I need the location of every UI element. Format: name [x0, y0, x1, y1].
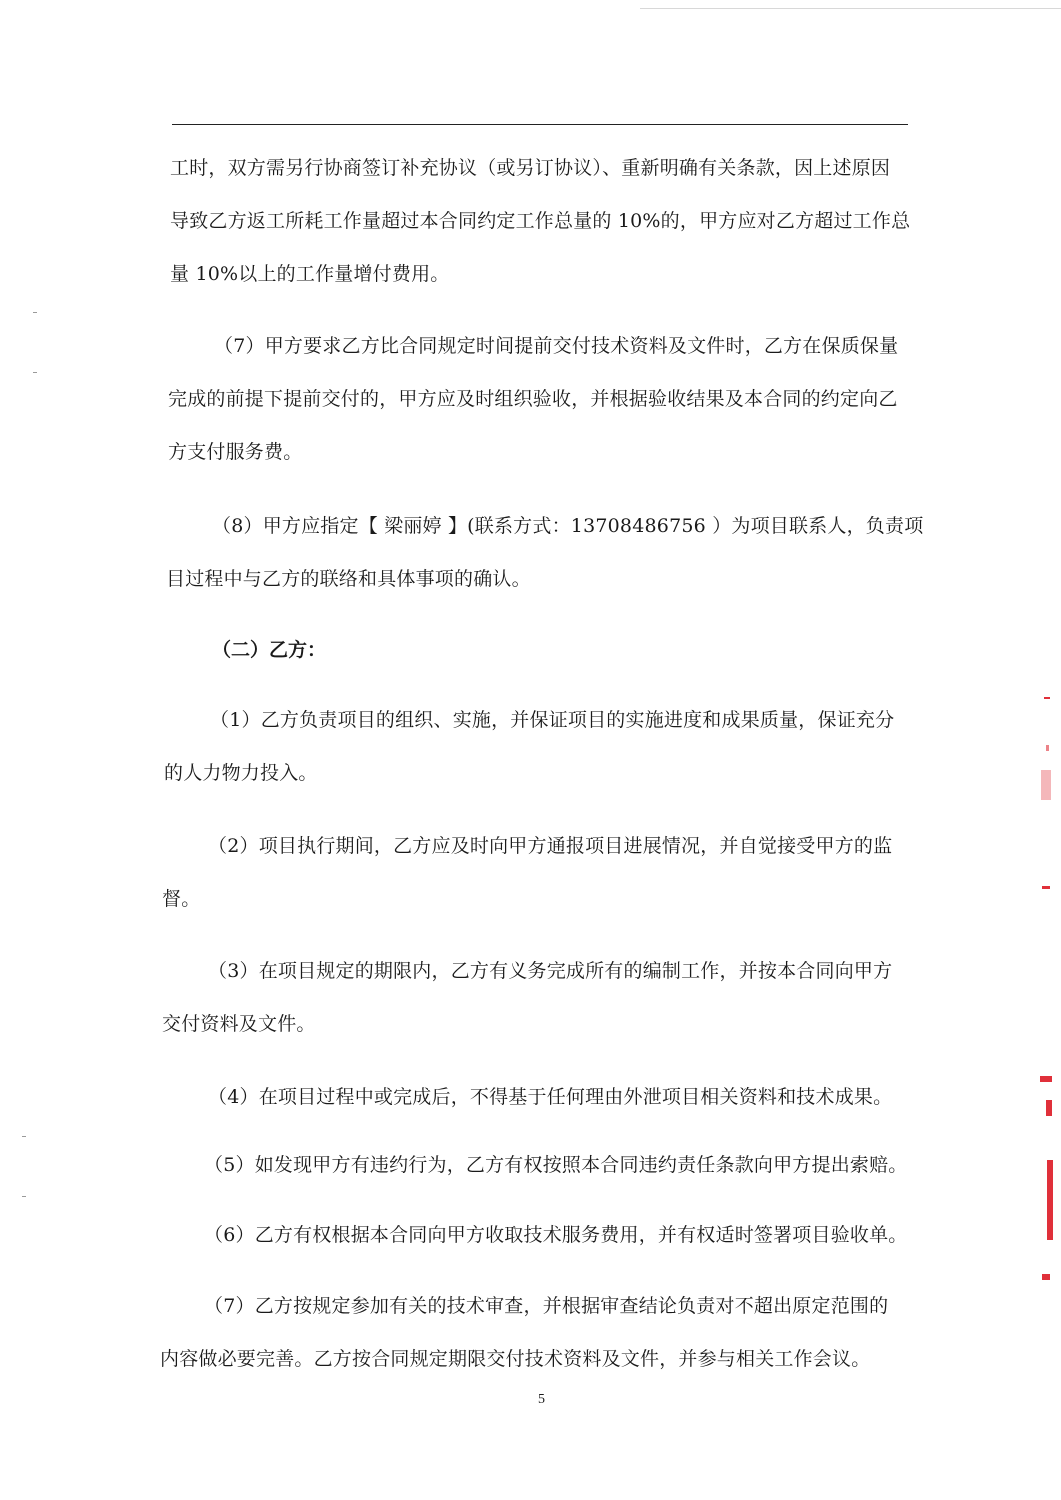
scan-artifact-line — [640, 8, 1061, 9]
party-a-item-7 — [168, 320, 898, 479]
scan-tick — [33, 372, 37, 373]
text-line: （1）乙方负责项目的组织、实施，并保证项目的实施进度和成果质量，保证充分 — [210, 709, 895, 731]
text-line: （7）乙方按规定参加有关的技术审查，并根据审查结论负责对不超出原定范围的 — [204, 1295, 889, 1317]
header-rule — [172, 124, 908, 125]
seal-edge-mark — [1047, 1160, 1053, 1240]
page-number: 5 — [538, 1392, 545, 1407]
seal-edge-mark — [1046, 745, 1049, 751]
text-line: 方支付服务费。 — [168, 441, 303, 463]
paragraph-continued — [170, 142, 910, 301]
seal-edge-mark — [1042, 1274, 1050, 1280]
party-b-item-4 — [162, 1071, 892, 1124]
party-b-item-3 — [162, 945, 892, 1051]
text-line: 督。 — [162, 888, 201, 910]
text-line: 目过程中与乙方的联络和具体事项的确认。 — [166, 568, 531, 590]
text-line: 工时，双方需另行协商签订补充协议（或另订协议）、重新明确有关条款，因上述原因 — [170, 157, 891, 179]
party-b-item-7 — [160, 1280, 888, 1386]
text-line: （5）如发现甲方有违约行为，乙方有权按照本合同违约责任条款向甲方提出索赔。 — [204, 1154, 908, 1176]
seal-edge-mark — [1046, 1100, 1052, 1116]
text-line: （6）乙方有权根据本合同向甲方收取技术服务费用，并有权适时签署项目验收单。 — [204, 1224, 908, 1246]
section-heading-party-b: （二）乙方： — [212, 639, 327, 661]
seal-edge-mark — [1042, 886, 1050, 889]
party-b-item-1 — [164, 694, 894, 800]
seal-edge-mark — [1044, 697, 1050, 699]
text-line: 量 10%以上的工作量增付费用。 — [170, 263, 450, 285]
text-line: 交付资料及文件。 — [162, 1013, 316, 1035]
scan-tick — [33, 312, 37, 313]
party-b-item-6 — [162, 1209, 908, 1262]
text-line: （8）甲方应指定【 梁丽婷 】(联系方式：13708486756 ）为项目联系人，负责项 — [212, 515, 924, 537]
text-line: （4）在项目过程中或完成后，不得基于任何理由外泄项目相关资料和技术成果。 — [208, 1086, 893, 1108]
text-line: 完成的前提下提前交付的，甲方应及时组织验收，并根据验收结果及本合同的约定向乙 — [168, 388, 898, 410]
party-b-item-2 — [162, 820, 892, 926]
party-b-item-5 — [162, 1139, 908, 1192]
text-line: （2）项目执行期间，乙方应及时向甲方通报项目进展情况，并自觉接受甲方的监 — [208, 835, 893, 857]
text-line: （3）在项目规定的期限内，乙方有义务完成所有的编制工作，并按本合同向甲方 — [208, 960, 893, 982]
scan-tick — [22, 1196, 26, 1197]
text-line: 内容做必要完善。乙方按合同规定期限交付技术资料及文件，并参与相关工作会议。 — [160, 1348, 871, 1370]
text-line: 导致乙方返工所耗工作量超过本合同约定工作总量的 10%的，甲方应对乙方超过工作总 — [170, 210, 911, 232]
party-a-item-8 — [166, 500, 923, 606]
text-line: 的人力物力投入。 — [164, 762, 318, 784]
seal-edge-mark — [1041, 770, 1051, 800]
text-line: （7）甲方要求乙方比合同规定时间提前交付技术资料及文件时，乙方在保质保量 — [214, 335, 899, 357]
seal-edge-mark — [1040, 1076, 1052, 1082]
scan-tick — [22, 1136, 26, 1137]
